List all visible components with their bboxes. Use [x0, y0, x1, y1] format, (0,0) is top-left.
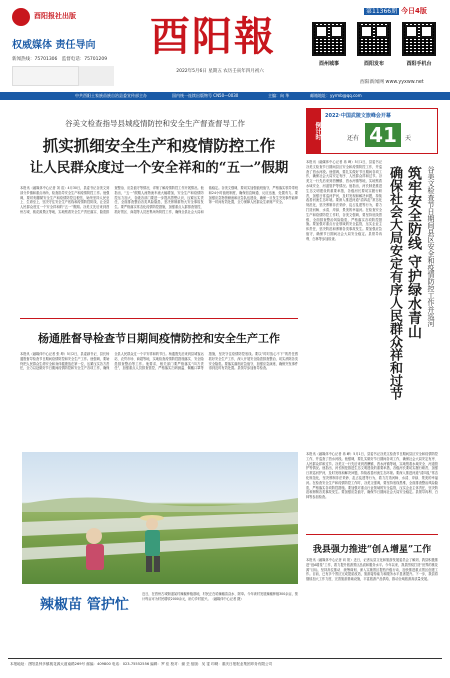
qr-code-3-icon: [402, 22, 436, 56]
issue-number: 第11366期 今日4版: [366, 7, 427, 15]
second-title: 杨通胜督导检查节日期间疫情防控和安全生产工作: [38, 332, 280, 345]
photo-caption-body: 近日，在酉州古城街道某村辣椒种植基地，村民正在给辣椒苗浇水、除草。今年该村发展辣椒种植300余亩，预计每亩可为村民增收2000余元，助力乡村振兴。（融媒体中心记者 摄）: [142, 592, 298, 601]
masthead: [0, 0, 450, 92]
footer-rule: [8, 658, 442, 659]
countdown-event: 2022·中国武陵文旅峰会开幕: [325, 113, 391, 119]
masthead-title: 酉阳報: [150, 13, 276, 60]
news-photo: [22, 452, 298, 584]
bottom-right-title: 我县强力推进“创Ａ增星”工作: [312, 545, 432, 555]
second-body: 本报讯（融媒体中心记者 张 坤）5月2日，县委副书记、县长杨通胜督导检查节日期间疫情防控和安全生产工作。他强调，要始终把人民群众生命安全和身体健康放在第一位，压紧压实各方责任，全力以赴做好节日期间疫情防控和安全生产各项工作，确保全县人民群众过一个平安祥和的节日。杨通胜先后来到县城客运站、农贸市场、商超等地，实地检查疫情防控措施落实、安全隐患排查整治等工作。他要求，相关部门要严格落实“四方责任”，加强重点人员排查管控，严格落实扫码测温、佩戴口罩等措施，坚决守住疫情防控底线。要以“时时放心不下”的责任感抓好安全生产工作，深入开展安全隐患排查整治，切实消除各类安全隐患。要落实落细应急值守，加强应急演练，确保突发事件得到及时有效处置。县领导参加督导检查。: [20, 352, 298, 371]
hotline: 新闻热线：75701306 监督电话：75701209: [12, 57, 108, 62]
weather-strip-2: [78, 66, 114, 86]
right-feature-title: 筑牢安全防线 守护绿水青山: [406, 166, 422, 339]
countdown-days: 41: [365, 123, 401, 147]
lead-title-2: 让人民群众度过一个安全祥和的“五一”假期: [29, 160, 289, 176]
footer: 本报地址：酉阳县钟多镇桃花源大道南路269号 邮编：409800 电话：023-75552556 编辑：罗 佳 校对：谢 芸 组版：吴 雯 印刷：重庆日报报业集团印务有限公司: [10, 662, 273, 666]
lead-title-1: 抓实抓细安全生产和疫情防控工作: [42, 136, 276, 155]
slogan: 权威媒体 责任导向: [12, 40, 96, 51]
lead-kicker: 谷美文检查指导县城疫情防控和安全生产督查督导工作: [65, 119, 245, 128]
qr-label-3: 酉阳手机台: [406, 61, 432, 67]
photo-caption-title: 辣椒苗 管护忙: [40, 597, 129, 613]
publisher-label: 酉阳报社出版: [34, 12, 76, 20]
right-feature-kicker: 谷美文检查节日期间县区安全和疫情防控工作并巡河: [427, 166, 435, 327]
photo-scene-icon: [22, 452, 298, 584]
qr-label-2: 酉阳发布: [363, 61, 384, 67]
bottom-right-body: 本报讯（融媒体中心记者 向 阳）近日，记者从县文化和旅游发展委员会了解到，我县积极推进“创A增星”工作，着力提升旅游景区品质和服务水平。今年以来，我县围绕打造“世界的桃花源”目标，坚持高位推动、统筹谋划，深入实施景区提档升级行动，加快推进重点景区创建工作。目前，已有多个景区完成提质改造，旅游接待能力和服务水平显著提升。下一步，我县将继续加大工作力度，完善旅游基础设施，丰富旅游产品供给，推动全域旅游高质量发展。: [306, 558, 438, 582]
website[interactable]: 酉阳新闻网 www.yyxww.net: [360, 80, 424, 85]
info-bar: 中共酉阳土家族苗族自治县委宣传部主办 国内统一连续出版物号 CN50—0030 主编：向 华 邮箱地址：yyrmb@qq.com: [0, 92, 450, 100]
qr-code-2-icon: [357, 22, 391, 56]
right-feature-body-top: 本报讯（融媒体中心记者 冉 峰）5月1日，县委书记谷美文检查节日期间县区安全和疫情防控工作，并巡查了酉水河段。他强调，要扎实做好节日期间各项工作，确保社会大局安定有序、人民群众祥和过节。谷美文一行先后来到酉酬镇、酉水河镇等地，实地察看水域安全、河道管护等情况。他指出，河长制是推进生态文明建设的重要举措，各级河长要切实履行职责，加强日常巡河护河，及时发现和解决问题，持续改善河流生态环境。要深入推进河道“清四乱”常态化规范化，坚决遏制非法采砂、乱占乱建等行为，着力打造河畅、水清、岸绿、景美的幸福河。在检查安全生产和疫情防控工作时，谷美文强调，要坚持底线思维，全面排查整治风险隐患，严格落实各项防控措施。要加强对重点行业领域的安全监管，压实企业主体责任，坚决防范和遏制各类事故发生。要加强应急值守，确保节日期间社会大局安全稳定。县领导冉利、白林等参加检查。: [306, 160, 382, 241]
lead-body: 本报讯（融媒体中心记者 刘 浩）4月30日，县委书记谷美文到部分乡镇和重点场所，检查指导安全生产和疫情防控工作。他强调，要时刻绷紧安全生产和疫情防控这根弦，始终坚持人民至上、生命至上，坚决守住安全生产底线和疫情防控防线，让全县人民群众度过一个安全祥和的“五一”假期。谷美文先后来到酉州古城、桃花源景区等地，实地察看安全生产责任落实、隐患排查整治、应急值守等情况，详细了解疫情防控工作开展情况。他指出，“五一”假期人流物流车流大幅增加，安全生产和疫情防控压力加大，各级各部门要进一步提高思想认识，压紧压实责任，全面排查整治各类风险隐患，坚决遏制重特大安全事故发生。要严格落实常态化疫情防控措施，加强重点人群排查管控，抓好景区、商超等人员密集场所防控工作，确保全县社会大局和谐稳定。谷美文强调，要切实加强值班值守，严格落实领导带班和24小时值班制度，确保信息畅通、反应迅速、处置有力。要加强应急物资储备和应急队伍建设，确保一旦发生突发事件能够第一时间有效处置，全力保障人民群众生命财产安全。: [20, 186, 298, 214]
newspaper-logo-icon: [12, 8, 30, 26]
right-feature-title-2: 确保社会大局安定有序人民群众祥和过节: [387, 166, 402, 400]
countdown-days-prefix: 还有: [347, 135, 360, 142]
right-feature-body-bottom: 本报讯（融媒体中心记者 冉 峰）5月1日，县委书记谷美文检查节日期间县区安全和疫情防控工作，并巡查了酉水河段。他强调，要扎实做好节日期间各项工作，确保社会大局安定有序、人民群众祥和过节。谷美文一行先后来到酉酬镇、酉水河镇等地，实地察看水域安全、河道管护等情况。他指出，河长制是推进生态文明建设的重要举措，各级河长要切实履行职责，加强日常巡河护河，及时发现和解决问题，持续改善河流生态环境。要深入推进河道“清四乱”常态化规范化，坚决遏制非法采砂、乱占乱建等行为，着力打造河畅、水清、岸绿、景美的幸福河。在检查安全生产和疫情防控工作时，谷美文强调，要坚持底线思维，全面排查整治风险隐患，严格落实各项防控措施。要加强对重点行业领域的安全监管，压实企业主体责任，坚决防范和遏制各类事故发生。要加强应急值守，确保节日期间社会大局安全稳定。县领导冉利、白林等参加检查。: [306, 452, 438, 500]
right-feature: [306, 160, 438, 450]
countdown-days-suffix: 天: [405, 135, 412, 142]
countdown-box: [306, 108, 438, 154]
date-line: 2022年5月6日 星期五 农历壬寅年四月初六: [176, 69, 264, 74]
divider-right: [306, 534, 438, 535]
qr-label-1: 酉州城事: [318, 61, 339, 67]
qr-code-1-icon: [312, 22, 346, 56]
divider: [20, 318, 298, 319]
countdown-label: 倒计时: [307, 109, 321, 153]
